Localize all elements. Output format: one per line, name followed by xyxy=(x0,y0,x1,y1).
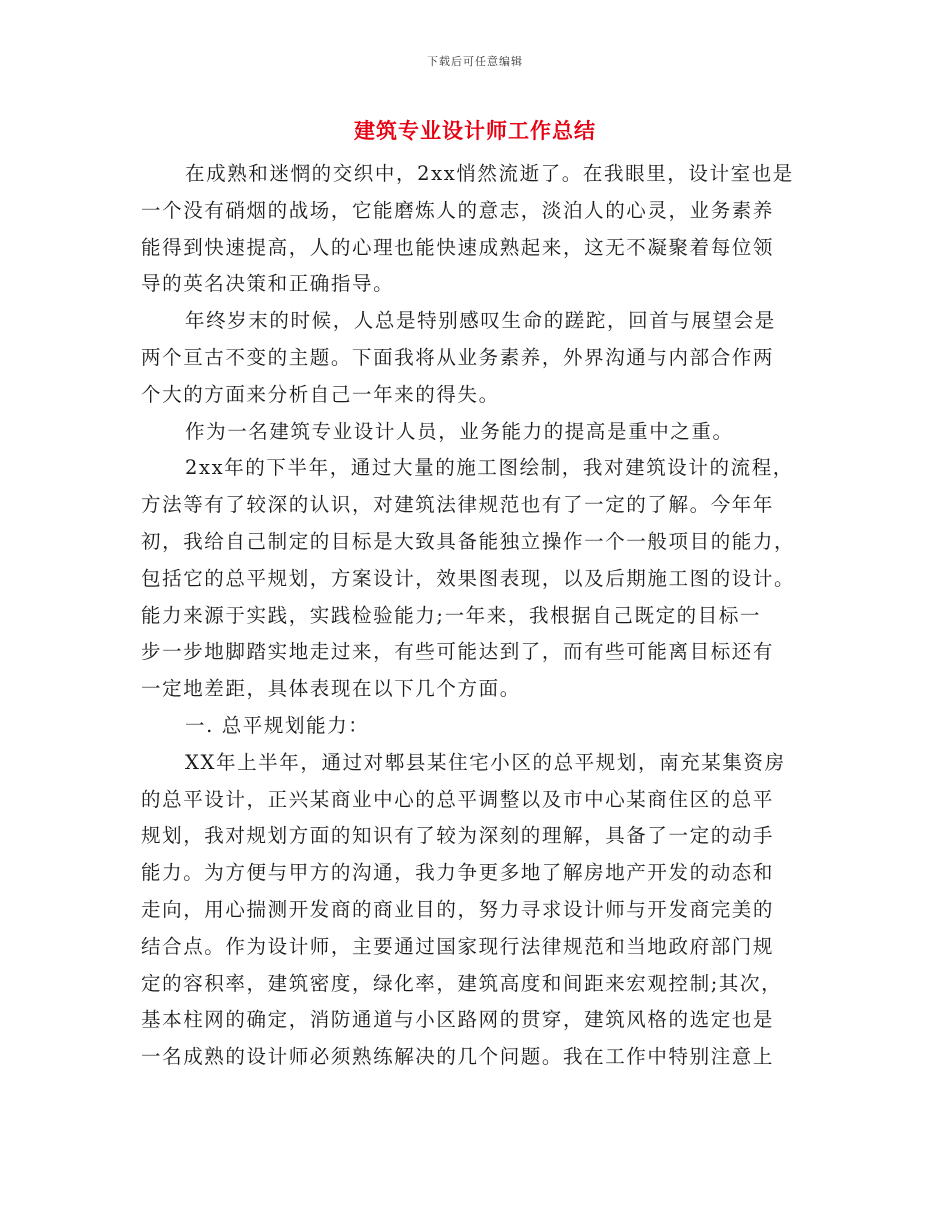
document-title: 建筑专业设计师工作总结 xyxy=(354,118,596,143)
text-line: 基本柱网的确定，消防通道与小区路网的贯穿，建筑风格的选定也是 xyxy=(141,1008,775,1032)
document-body xyxy=(141,156,821,1076)
text-line: 步一步地脚踏实地走过来，有些可能达到了，而有些可能离目标还有 xyxy=(141,640,775,664)
text-line: 能力。为方便与甲方的沟通，我力争更多地了解房地产开发的动态和 xyxy=(141,861,775,885)
text-line: 作为一名建筑专业设计人员，业务能力的提高是重中之重。 xyxy=(185,419,734,443)
page-header-note: 下载后可任意编辑 xyxy=(427,55,523,68)
text-line: 能力来源于实践，实践检验能力;一年来，我根据自己既定的目标一 xyxy=(141,603,762,627)
text-line: 定的容积率，建筑密度，绿化率，建筑高度和间距来宏观控制;其次， xyxy=(141,971,783,995)
text-line: 一定地差距，具体表现在以下几个方面。 xyxy=(141,677,521,701)
text-line: XX年上半年，通过对郫县某住宅小区的总平规划，南充某集资房 xyxy=(185,750,786,774)
text-line: 方法等有了较深的认识，对建筑法律规范也有了一定的了解。今年年 xyxy=(141,493,775,517)
text-line: 走向，用心揣测开发商的商业目的，努力寻求设计师与开发商完美的 xyxy=(141,897,775,921)
text-line: 个大的方面来分析自己一年来的得失。 xyxy=(141,382,500,406)
text-line: 导的英名决策和正确指导。 xyxy=(141,272,395,296)
text-line: 包括它的总平规划，方案设计，效果图表现，以及后期施工图的设计。 xyxy=(141,566,796,590)
text-line: 规划，我对规划方面的知识有了较为深刻的理解，具备了一定的动手 xyxy=(141,824,775,848)
text-line: 一个没有硝烟的战场，它能磨炼人的意志，淡泊人的心灵，业务素养 xyxy=(141,198,775,222)
text-line: 初，我给自己制定的目标是大致具备能独立操作一个一般项目的能力， xyxy=(141,529,796,553)
text-line: 能得到快速提高，人的心理也能快速成熟起来，这无不凝聚着每位领 xyxy=(141,235,775,259)
text-line: 一名成熟的设计师必须熟练解决的几个问题。我在工作中特别注意上 xyxy=(141,1045,775,1069)
text-line: 一. 总平规划能力： xyxy=(185,713,370,737)
text-line: 两个亘古不变的主题。下面我将从业务素养，外界沟通与内部合作两 xyxy=(141,345,775,369)
text-line: 结合点。作为设计师，主要通过国家现行法律规范和当地政府部门规 xyxy=(141,934,775,958)
text-line: 在成熟和迷惘的交织中，2xx悄然流逝了。在我眼里，设计室也是 xyxy=(185,162,794,185)
text-line: 年终岁末的时候，人总是特别感叹生命的蹉跎，回首与展望会是 xyxy=(185,309,776,333)
text-line: 2xx年的下半年，通过大量的施工图绘制，我对建筑设计的流程， xyxy=(185,456,794,480)
text-line: 的总平设计，正兴某商业中心的总平调整以及市中心某商住区的总平 xyxy=(141,787,775,811)
